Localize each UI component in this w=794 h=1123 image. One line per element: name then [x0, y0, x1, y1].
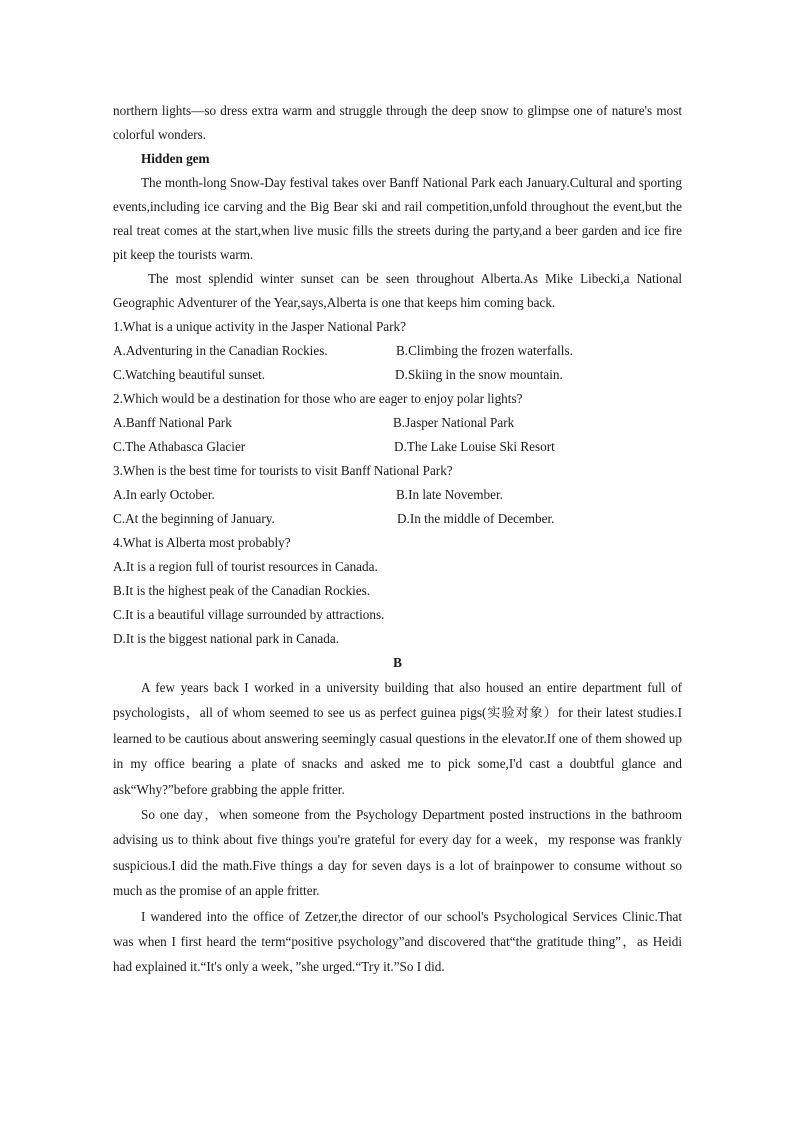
option-row: [113, 507, 682, 531]
option-d: D.It is the biggest national park in Canada.: [113, 631, 339, 646]
passage-b-paragraph-3: I wandered into the office of Zetzer,the director of our school's Psychological Services Clinic.That was when I first heard the term“positive psychology”and discovered that“the gratitude thing”，as Heidi had explained it.“It's only a week，”she urged.“Try it.”So I did.: [113, 908, 682, 975]
question-stem: 3.When is the best time for tourists to visit Banff National Park?: [113, 463, 453, 478]
question-stem: 1.What is a unique activity in the Jasper National Park?: [113, 319, 406, 334]
question-1: [113, 315, 682, 387]
option-d: D.The Lake Louise Ski Resort: [394, 439, 555, 454]
option-a: A.It is a region full of tourist resources in Canada.: [113, 559, 378, 574]
question-3: [113, 459, 682, 531]
option-a: A.Banff National Park: [113, 415, 232, 430]
option-c: C.It is a beautiful village surrounded by attractions.: [113, 607, 385, 622]
option-b: B.Climbing the frozen waterfalls.: [396, 343, 573, 358]
passage-a-continuation: northern lights—so dress extra warm and struggle through the deep snow to glimpse one of nature's most colorful wonders.: [113, 103, 682, 142]
option-b: B.It is the highest peak of the Canadian Rockies.: [113, 583, 371, 598]
option-row: [113, 435, 682, 459]
option-d: D.Skiing in the snow mountain.: [395, 367, 563, 382]
option-b: B.Jasper National Park: [393, 415, 515, 430]
document-page: [113, 99, 682, 980]
passage-a-paragraph-1: The month-long Snow-Day festival takes over Banff National Park each January.Cultural and sporting events,including ice carving and the Big Bear ski and rail competition,unfold throughout the event,but the real treat comes at the start,when live music fills the streets during the party,and a beer garden and ice fire pit keep the tourists warm.: [113, 175, 682, 262]
section-heading-hidden-gem: Hidden gem: [141, 151, 210, 166]
option-a: A.In early October.: [113, 487, 215, 502]
passage-b-paragraph-2: So one day，when someone from the Psychology Department posted instructions in the bathroom advising us to think about five things you're grateful for every day for a week，my response was frankly suspicious.I did the math.Five things a day for seven days is a lot of brainpower to consume without so much as the promise of an apple fritter.: [113, 807, 682, 899]
passage-b-label: B: [393, 655, 402, 670]
passage-a-paragraph-2: The most splendid winter sunset can be seen throughout Alberta.As Mike Libecki,a National Geographic Adventurer of the Year,says,Alberta is one that keeps him coming back.: [113, 271, 682, 310]
question-4: [113, 531, 682, 651]
option-c: C.At the beginning of January.: [113, 511, 275, 526]
option-c: C.Watching beautiful sunset.: [113, 367, 266, 382]
question-stem: 4.What is Alberta most probably?: [113, 535, 291, 550]
passage-b-paragraph-1: A few years back I worked in a university building that also housed an entire department full of psychologists，all of whom seemed to see us as perfect guinea pigs(实验对象）for their latest studies.I learned to be cautious about answering seemingly casual questions in the elevator.If one of them showed up in my office bearing a plate of snacks and asked me to pick some,I'd cast a doubtful glance and ask“Why?”before grabbing the apple fritter.: [113, 680, 682, 797]
option-row: [113, 339, 682, 363]
option-b: B.In late November.: [396, 487, 503, 502]
option-d: D.In the middle of December.: [397, 511, 555, 526]
option-a: A.Adventuring in the Canadian Rockies.: [113, 343, 328, 358]
question-2: [113, 387, 682, 459]
option-row: [113, 363, 682, 387]
option-row: [113, 483, 682, 507]
question-stem: 2.Which would be a destination for those who are eager to enjoy polar lights?: [113, 391, 523, 406]
option-row: [113, 411, 682, 435]
option-c: C.The Athabasca Glacier: [113, 439, 246, 454]
